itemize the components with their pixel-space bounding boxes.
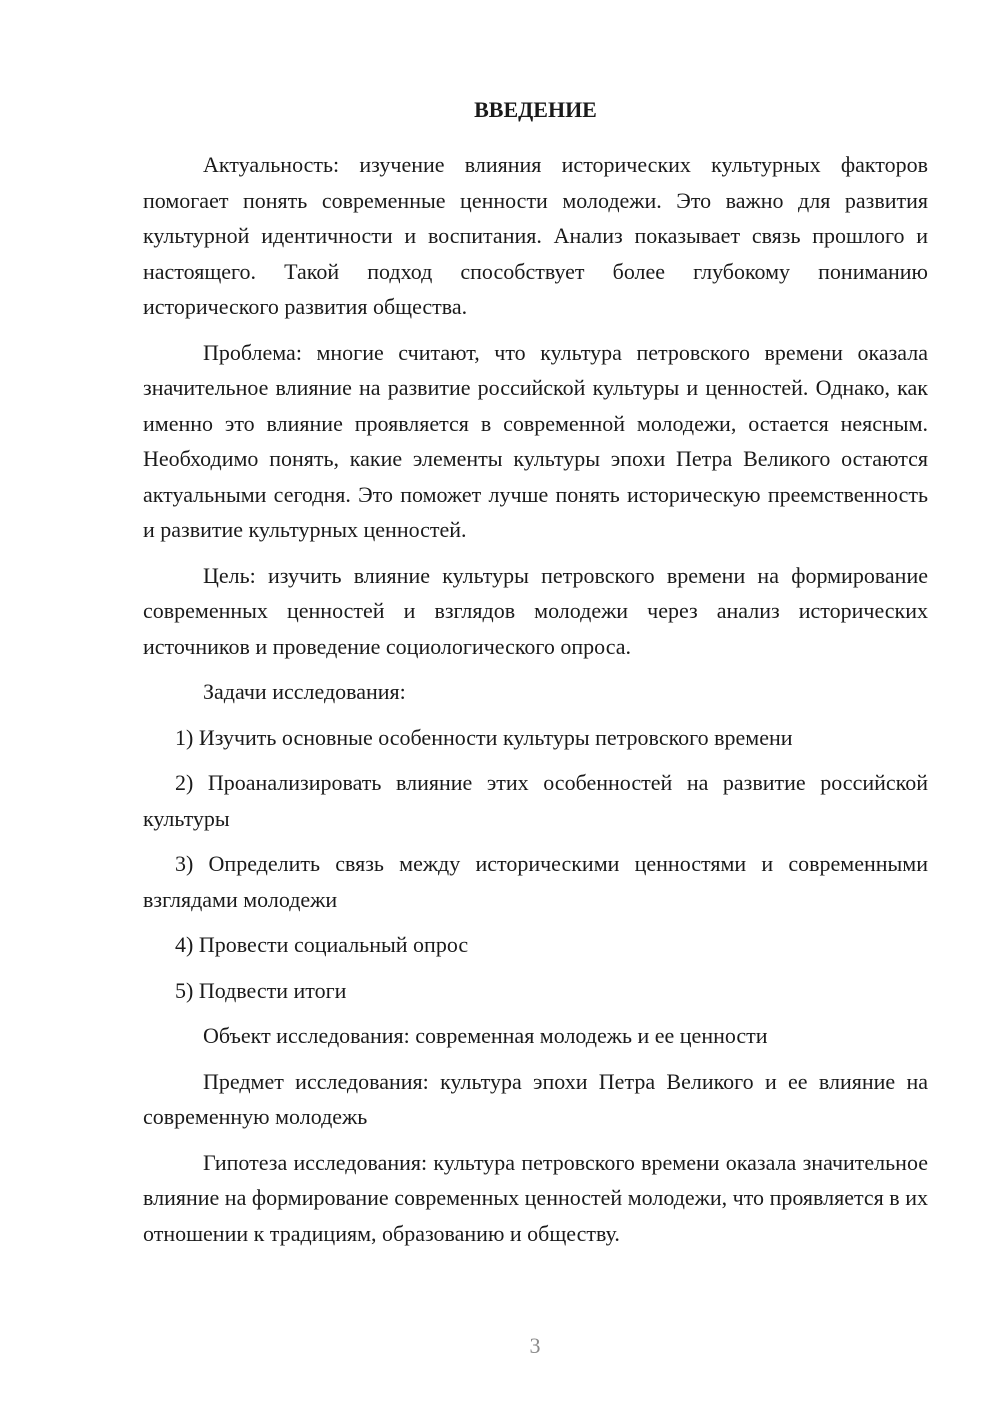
document-page: [143, 95, 928, 1251]
paragraph-hypothesis: Гипотеза исследования: культура петровского времени оказала значительное влияние на формирование современных ценностей молодежи, что проявляется в их отношении к традициям, образованию и обществу.: [143, 1149, 928, 1246]
task-item-5: 5) Подвести итоги: [175, 977, 347, 1003]
paragraph-relevance: Актуальность: изучение влияния исторических культурных факторов помогает понять современные ценности молодежи. Это важно для развития культурной идентичности и воспитания. Анализ показывает связь прошлого и настоящего. Такой подход способствует более глубокому пониманию исторического развития общества.: [143, 152, 928, 319]
task-item-4: 4) Провести социальный опрос: [175, 932, 469, 957]
page-title: ВВЕДЕНИЕ: [474, 97, 597, 122]
paragraph-object: Объект исследования: современная молодежь и ее ценности: [203, 1023, 768, 1048]
task-item-2: 2) Проанализировать влияние этих особенностей на развитие российской культуры: [143, 770, 928, 831]
paragraph-problem: Проблема: многие считают, что культура петровского времени оказала значительное влияние на развитие российской культуры и ценностей. Однако, как именно это влияние проявляется в современной молодежи, остается неясным. Необходимо понять, какие элементы культуры эпохи Петра Великого остаются актуальными сегодня. Это поможет лучше понять историческую преемственность и развитие культурных ценностей.: [143, 339, 928, 542]
tasks-heading: Задачи исследования:: [203, 679, 406, 704]
paragraph-subject: Предмет исследования: культура эпохи Петра Великого и ее влияние на современную молодежь: [143, 1068, 928, 1129]
task-item-3: 3) Определить связь между историческими ценностями и современными взглядами молодежи: [143, 851, 928, 912]
page-number: 3: [529, 1333, 541, 1358]
paragraph-goal: Цель: изучить влияние культуры петровского времени на формирование современных ценностей и взглядов молодежи через анализ исторических источников и проведение социологического опроса.: [143, 562, 928, 659]
task-item-1: 1) Изучить основные особенности культуры петровского времени: [175, 724, 793, 750]
